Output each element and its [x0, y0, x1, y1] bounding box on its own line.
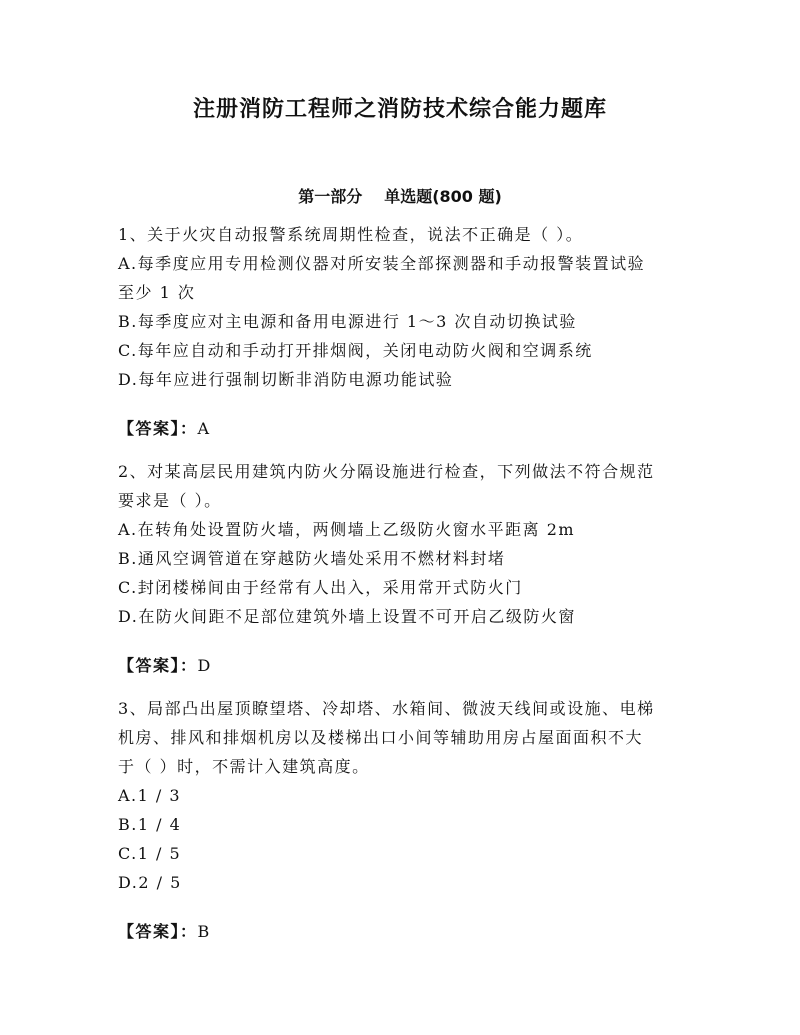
option-d: D.在防火间距不足部位建筑外墙上设置不可开启乙级防火窗 — [118, 607, 576, 626]
section-part: 第一部分 — [298, 187, 363, 206]
answer-line — [118, 414, 688, 443]
answer-line — [118, 651, 688, 680]
question-stem-line: 2、对某高层民用建筑内防火分隔设施进行检查，下列做法不符合规范 — [118, 462, 655, 481]
answer-label: 【答案】： — [118, 922, 198, 941]
option-b: B.通风空调管道在穿越防火墙处采用不燃材料封堵 — [118, 549, 506, 568]
question-stem-line: 3、局部凸出屋顶瞭望塔、冷却塔、水箱间、微波天线间或设施、电梯 — [118, 699, 655, 718]
option-c: C.1 / 5 — [118, 844, 182, 863]
option-b: B.1 / 4 — [118, 815, 182, 834]
question-stem-line: 1、关于火灾自动报警系统周期性检查，说法不正确是（ ）。 — [118, 225, 584, 244]
section-title — [0, 184, 800, 207]
option-a-continued: 至少 1 次 — [118, 283, 196, 302]
option-a: A.1 / 3 — [118, 786, 182, 805]
question-list — [118, 220, 688, 960]
answer-value: A — [197, 419, 211, 438]
option-c: C.封闭楼梯间由于经常有人出入，采用常开式防火门 — [118, 578, 523, 597]
question-stem-line: 于（ ）时，不需计入建筑高度。 — [118, 757, 370, 776]
question-stem-line: 机房、排风和排烟机房以及楼梯出口小间等辅助用房占屋面面积不大 — [118, 728, 644, 747]
option-b: B.每季度应对主电源和备用电源进行 1～3 次自动切换试验 — [118, 312, 577, 331]
question-block — [118, 694, 688, 897]
option-a: A.每季度应用专用检测仪器对所安装全部探测器和手动报警装置试验 — [118, 254, 646, 273]
option-a: A.在转角处设置防火墙，两侧墙上乙级防火窗水平距离 2m — [118, 520, 576, 539]
answer-value: D — [197, 656, 212, 675]
answer-label: 【答案】： — [118, 656, 198, 675]
question-block — [118, 457, 688, 631]
answer-value: B — [197, 922, 211, 941]
question-stem-line: 要求是（ ）。 — [118, 491, 222, 510]
option-d: D.2 / 5 — [118, 873, 182, 892]
option-d: D.每年应进行强制切断非消防电源功能试验 — [118, 370, 454, 389]
document-title: 注册消防工程师之消防技术综合能力题库 — [192, 97, 607, 122]
section-name: 单选题(800 题) — [384, 187, 502, 206]
question-block — [118, 220, 688, 394]
answer-label: 【答案】： — [118, 419, 198, 438]
answer-line — [118, 917, 688, 946]
option-c: C.每年应自动和手动打开排烟阀，关闭电动防火阀和空调系统 — [118, 341, 593, 360]
